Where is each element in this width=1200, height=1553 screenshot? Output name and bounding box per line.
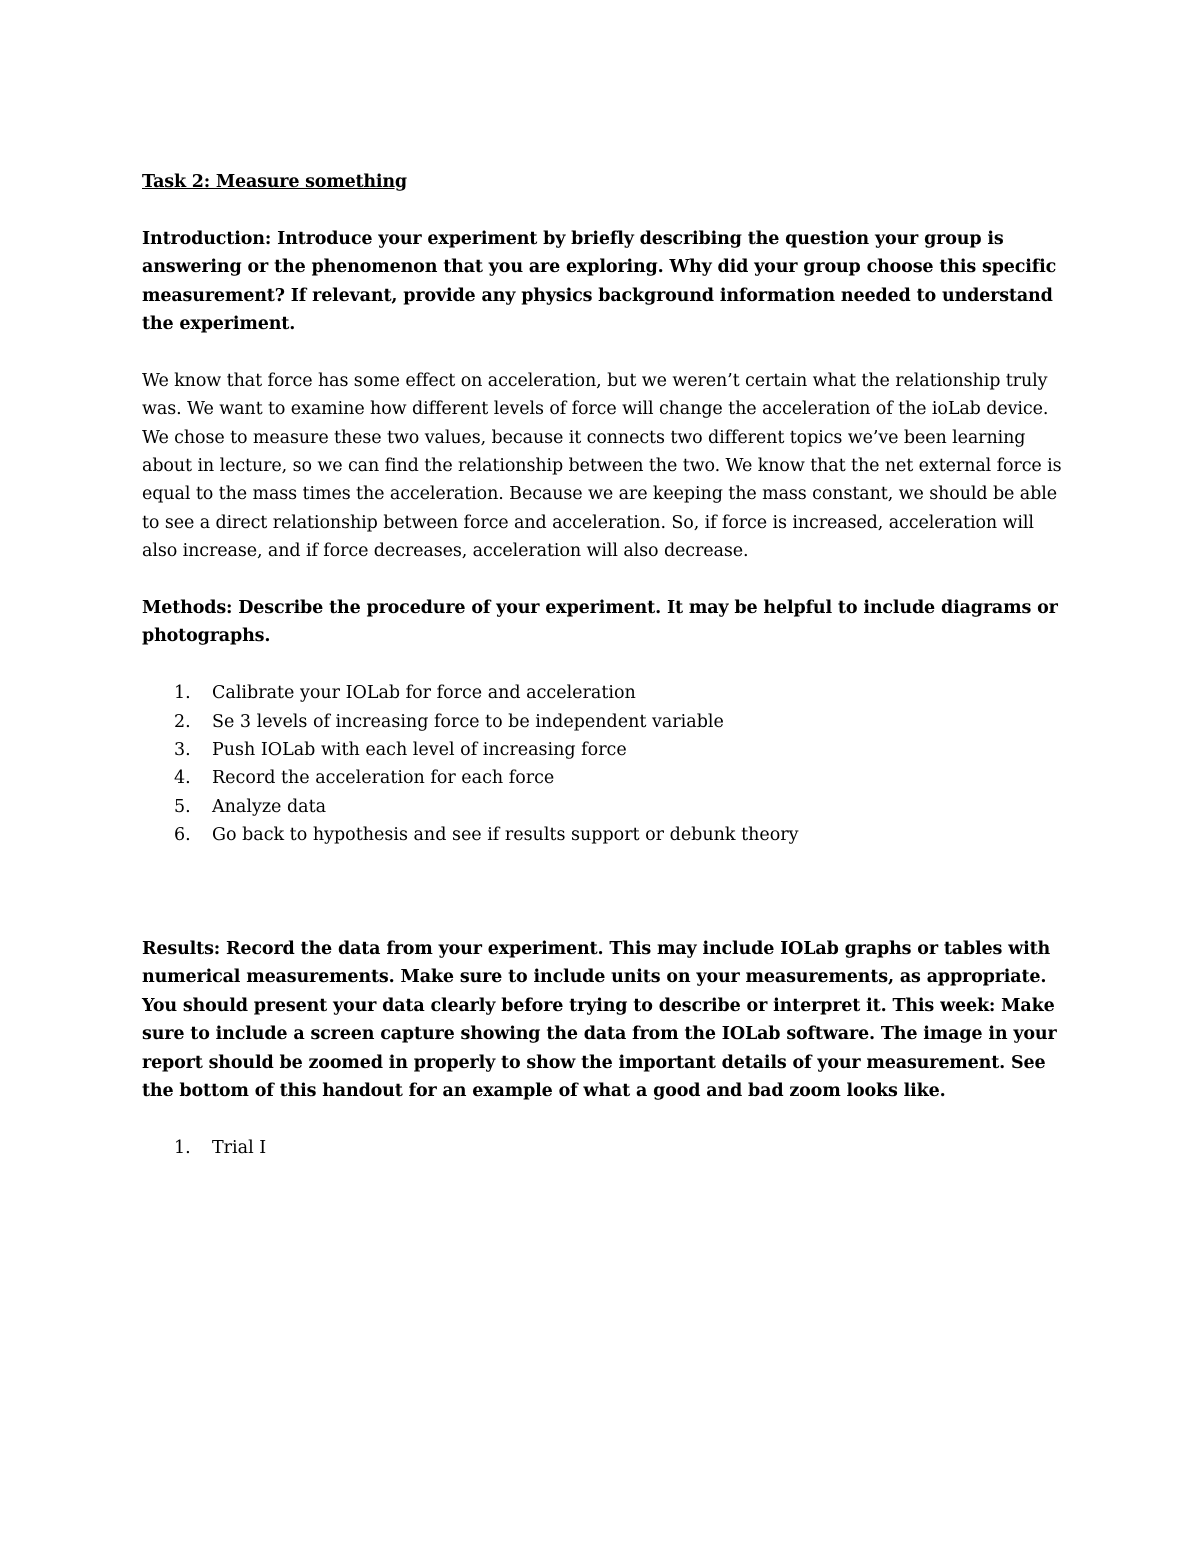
list-number: 4. [174,768,191,789]
list-text: Trial I [212,1137,267,1158]
spacer [142,566,1062,594]
list-text: Analyze data [212,796,327,817]
spacer [142,338,1062,366]
list-item [142,1134,1062,1162]
spacer [142,1105,1062,1133]
list-text: Record the acceleration for each force [212,768,555,789]
spacer [142,850,1062,935]
list-text: Push IOLab with each level of increasing force [212,740,627,761]
list-item [142,708,1062,736]
page-title: Task 2: Measure something [142,172,407,192]
list-item [142,793,1062,821]
methods-prompt: Methods: Describe the procedure of your experiment. It may be helpful to include diagrams or photographs. [142,598,1058,647]
results-list [142,1134,1062,1162]
list-text: Go back to hypothesis and see if results support or debunk theory [212,825,799,846]
introduction-prompt: Introduction: Introduce your experiment by briefly describing the question your group is answering or the phenomenon that you are exploring. Why did your group choose this specific measurement? If relevant, provide any physics background information needed to understand the experiment. [142,228,1057,335]
list-number: 6. [174,825,191,846]
results-prompt: Results: Record the data from your experiment. This may include IOLab graphs or tables with numerical measurements. Make sure to include units on your measurements, as appropriate. You should present your data clearly before trying to describe or interpret it. This week: Make sure to include a screen capture showing the data from the IOLab software. The image in your report should be zoomed in properly to show the important details of your measurement. See the bottom of this handout for an example of what a good and bad zoom looks like. [142,938,1057,1101]
list-number: 2. [174,711,191,732]
list-number: 1. [174,1137,191,1158]
document-body [142,168,1062,1162]
list-item [142,679,1062,707]
list-number: 1. [174,683,191,704]
introduction-text: We know that force has some effect on acceleration, but we weren’t certain what the relationship truly was. We want to examine how different levels of force will change the acceleration of the ioLab device. We chose to measure these two values, because it connects two different topics we’ve been learning about in lecture, so we can find the relationship between the two. We know that the net external force is equal to the mass times the acceleration. Because we are keeping the mass constant, we should be able to see a direct relationship between force and acceleration. So, if force is increased, acceleration will also increase, and if force decreases, acceleration will also decrease. [142,370,1062,562]
list-number: 5. [174,796,191,817]
list-number: 3. [174,740,191,761]
list-text: Se 3 levels of increasing force to be independent variable [212,711,724,732]
methods-list [142,679,1062,849]
spacer [142,651,1062,679]
list-text: Calibrate your IOLab for force and acceleration [212,683,636,704]
list-item [142,821,1062,849]
list-item [142,736,1062,764]
list-item [142,764,1062,792]
